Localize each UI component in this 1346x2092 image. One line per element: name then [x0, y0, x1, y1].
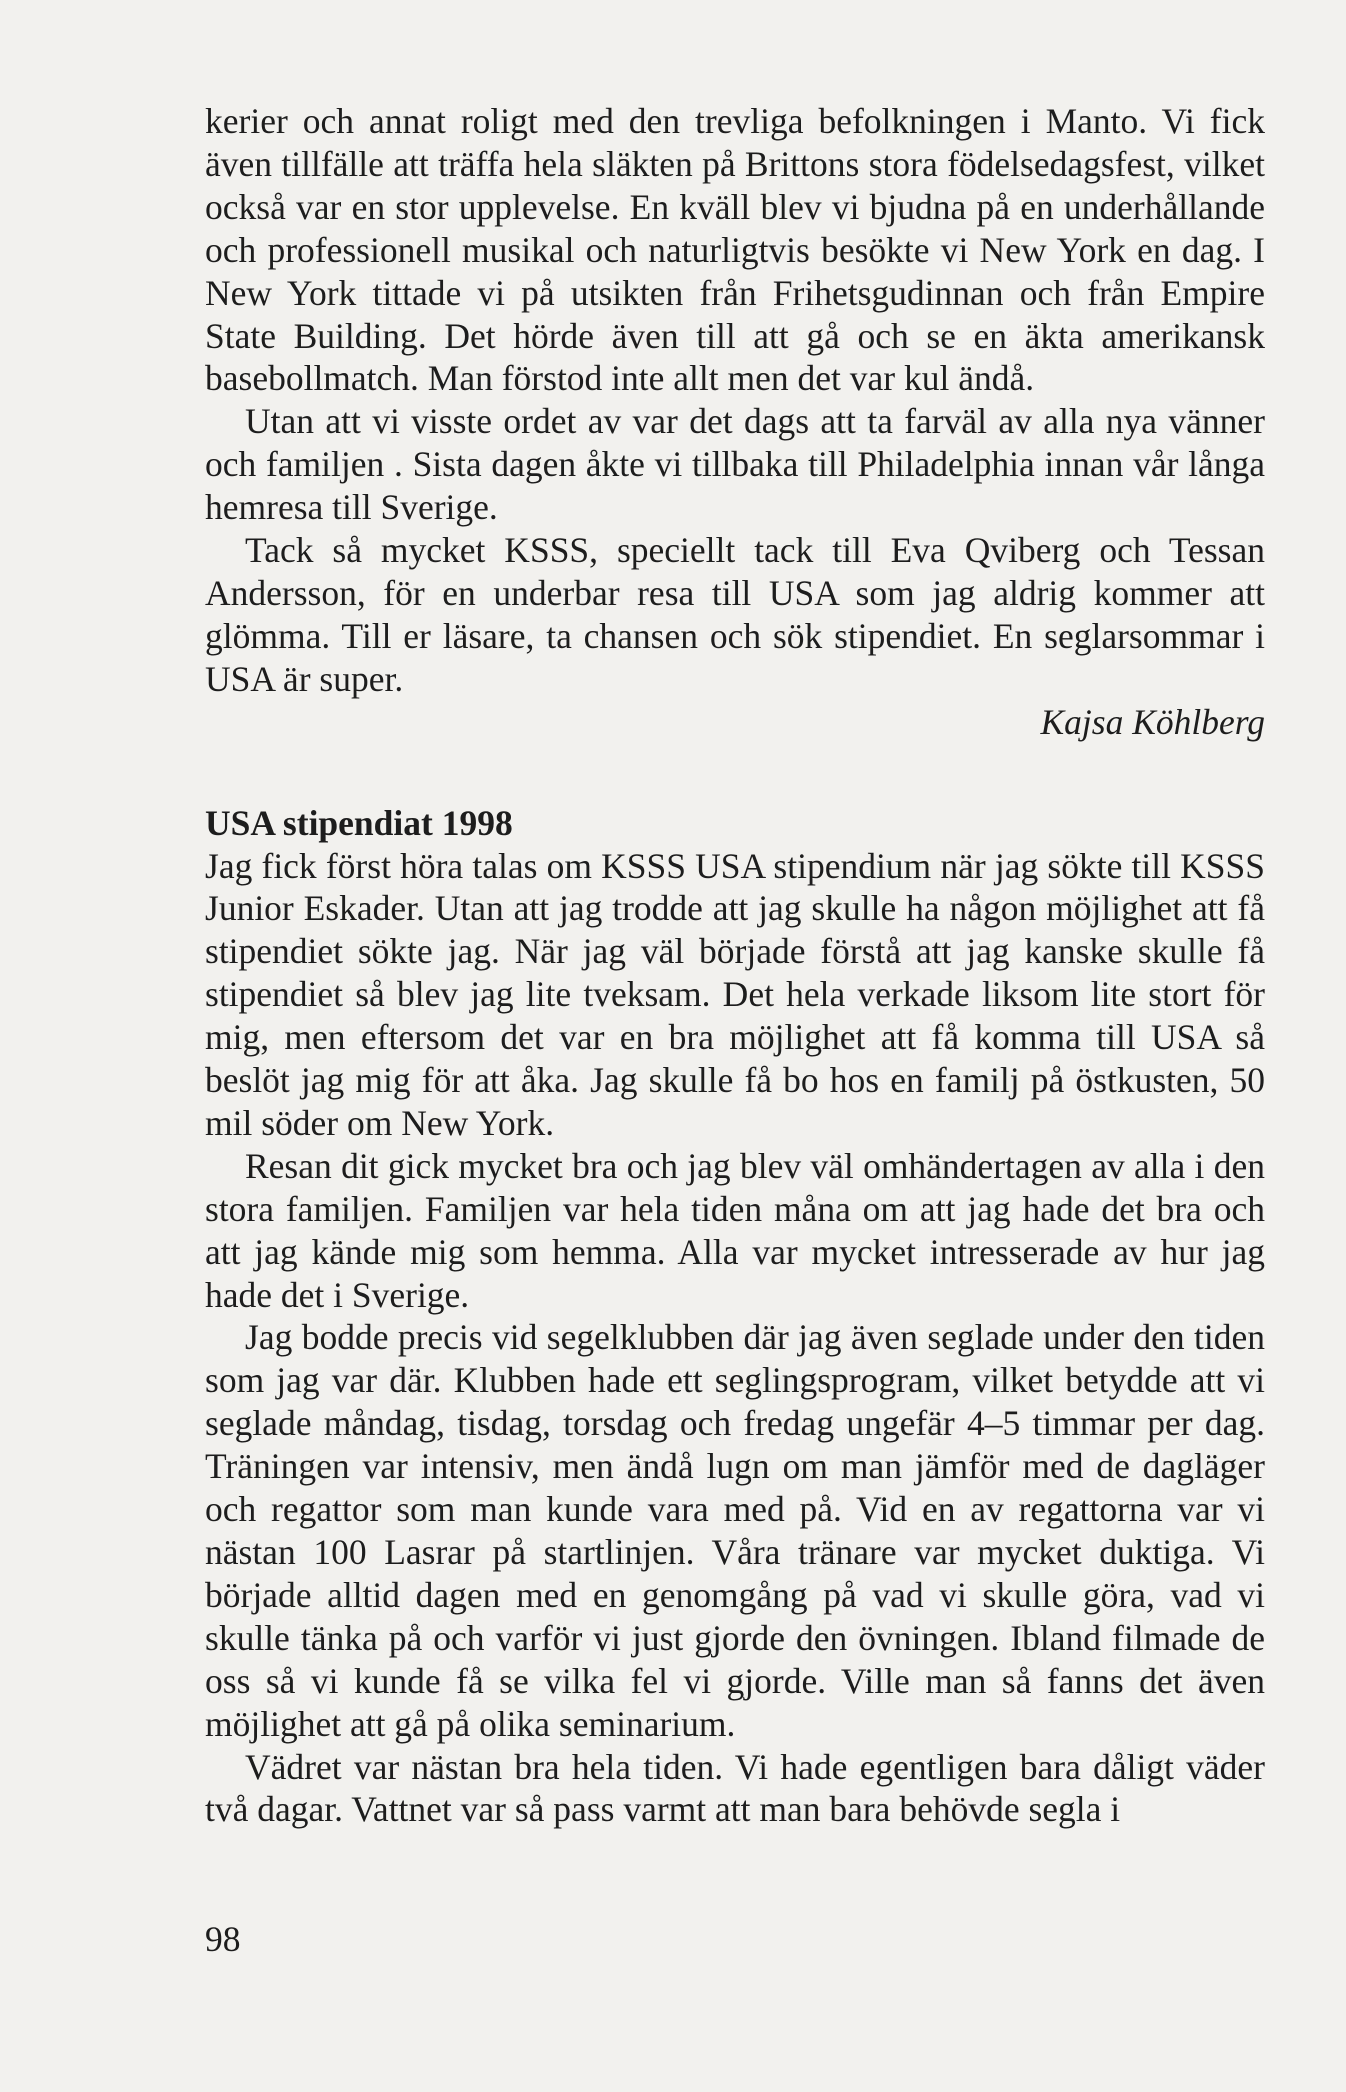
paragraph: Utan att vi visste ordet av var det dags att ta farväl av alla nya vänner och familjen . Sista dagen åkte vi tillbaka till Philadelphia innan vår långa hemresa till Sverige.: [205, 401, 1265, 528]
paragraph: Jag bodde precis vid segelklubben där jag även seglade under den tiden som jag var där. Klubben hade ett seglingsprogram, vilket betydde att vi seglade måndag, tisdag, torsdag och fredag ungefär 4–5 timmar per dag. Träningen var intensiv, men ändå lugn om man jämför med de dagläger och regattor som man kunde vara med på. Vid en av regattorna var vi nästan 100 Lasrar på startlinjen. Våra tränare var mycket duktiga. Vi började alltid dagen med en genomgång på vad vi skulle göra, vad vi skulle tänka på och varför vi just gjorde den övningen. Ibland filmade de oss så vi kunde få se vilka fel vi gjorde. Ville man så fanns det även möjlighet att gå på olika seminarium.: [205, 1317, 1265, 1744]
paragraph: Vädret var nästan bra hela tiden. Vi hade egentligen bara dåligt väder två dagar. Vattnet var så pass varmt att man bara behövde segla i: [205, 1746, 1265, 1830]
paragraph: Jag fick först höra talas om KSSS USA stipendium när jag sökte till KSSS Junior Eskader. Utan att jag trodde att jag skulle ha någon möjlighet att få stipendiet sökte jag. När jag väl började förstå att jag kanske skulle få stipendiet så blev jag lite tveksam. Det hela verkade liksom lite stort för mig, men eftersom det var en bra möjlighet att få komma till USA så beslöt jag mig för att åka. Jag skulle få bo hos en familj på östkusten, 50 mil söder om New York.: [205, 845, 1265, 1143]
author-signature: Kajsa Köhlberg: [1040, 701, 1265, 742]
page-number: 98: [205, 1919, 241, 1959]
paragraph: Resan dit gick mycket bra och jag blev väl omhändertagen av alla i den stora familjen. Familjen var hela tiden måna om att jag hade det bra och att jag kände mig som hemma. Alla var mycket intresserade av hur jag hade det i Sverige.: [205, 1145, 1265, 1315]
paragraph: Tack så mycket KSSS, speciellt tack till Eva Qviberg och Tessan Andersson, för en underbar resa till USA som jag aldrig kommer att glömma. Till er läsare, ta chansen och sök stipendiet. En seglarsommar i USA är super.: [205, 530, 1265, 699]
section-heading: USA stipendiat 1998: [205, 802, 513, 843]
page-body: [205, 100, 1265, 1831]
paragraph: kerier och annat roligt med den trevliga befolkningen i Manto. Vi fick även tillfälle att träffa hela släkten på Brittons stora födelsedagsfest, vilket också var en stor upplevelse. En kväll blev vi bjudna på en underhållande och professionell musikal och naturligtvis besökte vi New York en dag. I New York tittade vi på utsikten från Frihetsgudinnan och från Empire State Building. Det hörde även till att gå och se en äkta amerikansk basebollmatch. Man förstod inte allt men det var kul ändå.: [205, 101, 1265, 399]
